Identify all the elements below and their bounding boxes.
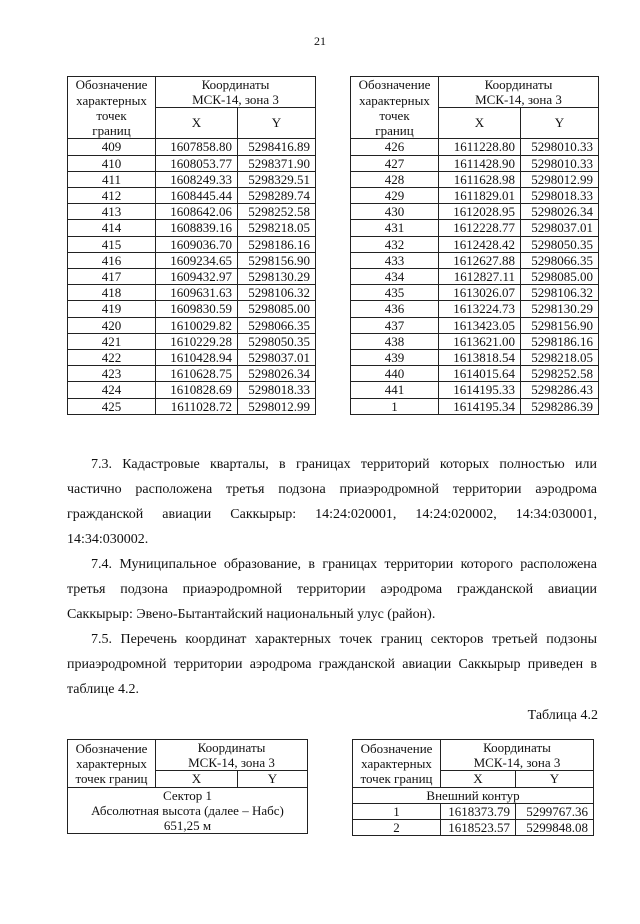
table-row: [351, 220, 599, 236]
point-number: 440: [351, 366, 439, 382]
coord-y: 5298416.89: [238, 139, 316, 155]
table-caption: Таблица 4.2: [527, 708, 598, 723]
table-row: [351, 236, 599, 252]
coord-y: 5298286.39: [521, 398, 599, 414]
point-number: 411: [68, 171, 156, 187]
coord-y: 5299767.36: [516, 803, 594, 819]
coord-x: 1612028.95: [439, 204, 521, 220]
coord-y: 5298106.32: [521, 285, 599, 301]
coord-x: 1613423.05: [439, 317, 521, 333]
coord-x: 1614015.64: [439, 366, 521, 382]
coord-y: 5298026.34: [521, 204, 599, 220]
header-x: X: [156, 108, 238, 139]
coord-x: 1612428.42: [439, 236, 521, 252]
coord-y: 5298130.29: [238, 269, 316, 285]
coord-x: 1611428.90: [439, 155, 521, 171]
table-row: [68, 204, 316, 220]
coord-x: 1613621.00: [439, 333, 521, 349]
table-row: [68, 382, 316, 398]
table-row: [353, 803, 594, 819]
table-row: [68, 333, 316, 349]
coord-x: 1609631.63: [156, 285, 238, 301]
coord-x: 1608642.06: [156, 204, 238, 220]
coord-y: 5298289.74: [238, 188, 316, 204]
header-coordinates: Координаты МСК-14, зона 3: [156, 77, 316, 108]
table-row: [351, 171, 599, 187]
point-number: 410: [68, 155, 156, 171]
table-row: [68, 188, 316, 204]
coord-y: 5299848.08: [516, 820, 594, 836]
coord-x: 1608839.16: [156, 220, 238, 236]
table-row: [68, 269, 316, 285]
sector-table-right: [352, 739, 594, 836]
header-y: Y: [238, 108, 316, 139]
coord-y: 5298010.33: [521, 139, 599, 155]
point-number: 429: [351, 188, 439, 204]
coord-x: 1608053.77: [156, 155, 238, 171]
coord-y: 5298218.05: [238, 220, 316, 236]
coord-x: 1609432.97: [156, 269, 238, 285]
coord-y: 5298252.58: [238, 204, 316, 220]
table-row: [353, 820, 594, 836]
coord-y: 5298018.33: [521, 188, 599, 204]
coord-x: 1612627.88: [439, 252, 521, 268]
coord-y: 5298156.90: [521, 317, 599, 333]
coord-y: 5298010.33: [521, 155, 599, 171]
table-row: [68, 252, 316, 268]
coord-y: 5298371.90: [238, 155, 316, 171]
coord-x: 1608249.33: [156, 171, 238, 187]
point-number: 413: [68, 204, 156, 220]
coord-x: 1613818.54: [439, 350, 521, 366]
coord-x: 1613224.73: [439, 301, 521, 317]
coord-x: 1607858.80: [156, 139, 238, 155]
paragraph-7-5: 7.5. Перечень координат характерных точек границ секторов третьей подзоны приаэродромной территории аэродрома гражданской авиации Саккырыр приведен в таблице 4.2.: [67, 632, 597, 697]
coord-x: 1609830.59: [156, 301, 238, 317]
coord-y: 5298218.05: [521, 350, 599, 366]
point-number: 2: [353, 820, 441, 836]
coord-x: 1609234.65: [156, 252, 238, 268]
paragraph-7-4: 7.4. Муниципальное образование, в границах территории которого расположена третья подзона приаэродромной территории аэродрома гражданской авиации Саккырыр: Эвено-Бытантайский национальный улус (район).: [67, 557, 597, 622]
table-row: [351, 301, 599, 317]
coord-x: 1612228.77: [439, 220, 521, 236]
table-body-outer-contour: [353, 787, 594, 836]
point-number: 433: [351, 252, 439, 268]
point-number: 427: [351, 155, 439, 171]
table-body-left: [68, 139, 316, 414]
table-row: [68, 155, 316, 171]
header-coordinates: Координаты МСК-14, зона 3: [156, 740, 308, 771]
header-y: Y: [521, 108, 599, 139]
point-number: 436: [351, 301, 439, 317]
coord-x: 1614195.34: [439, 398, 521, 414]
coord-y: 5298012.99: [238, 398, 316, 414]
table-row: [68, 285, 316, 301]
point-number: 431: [351, 220, 439, 236]
header-y: Y: [238, 771, 308, 787]
table-row: [68, 171, 316, 187]
header-point-designation: Обозначение характерных точек границ: [68, 77, 156, 139]
table-row: [351, 398, 599, 414]
table-row: [351, 333, 599, 349]
coord-y: 5298012.99: [521, 171, 599, 187]
table-row: [68, 301, 316, 317]
point-number: 415: [68, 236, 156, 252]
coord-x: 1610828.69: [156, 382, 238, 398]
point-number: 416: [68, 252, 156, 268]
coordinates-table-left: [67, 76, 316, 415]
point-number: 1: [353, 803, 441, 819]
coord-x: 1611628.98: [439, 171, 521, 187]
point-number: 434: [351, 269, 439, 285]
table-row: [68, 366, 316, 382]
coord-x: 1610628.75: [156, 366, 238, 382]
coord-x: 1609036.70: [156, 236, 238, 252]
table-row: [351, 139, 599, 155]
header-x: X: [441, 771, 516, 787]
point-number: 421: [68, 333, 156, 349]
table-row: [68, 350, 316, 366]
table-row: [351, 285, 599, 301]
point-number: 425: [68, 398, 156, 414]
table-row: [68, 220, 316, 236]
coord-y: 5298026.34: [238, 366, 316, 382]
header-x: X: [439, 108, 521, 139]
header-point-designation: Обозначение характерных точек границ: [68, 740, 156, 788]
header-point-designation: Обозначение характерных точек границ: [353, 740, 441, 788]
coord-y: 5298066.35: [238, 317, 316, 333]
point-number: 1: [351, 398, 439, 414]
point-number: 438: [351, 333, 439, 349]
coord-y: 5298050.35: [521, 236, 599, 252]
coord-y: 5298085.00: [238, 301, 316, 317]
table-row: [68, 398, 316, 414]
point-number: 420: [68, 317, 156, 333]
point-number: 435: [351, 285, 439, 301]
coord-x: 1611028.72: [156, 398, 238, 414]
coord-y: 5298106.32: [238, 285, 316, 301]
point-number: 426: [351, 139, 439, 155]
table-row: [351, 252, 599, 268]
table-row: [351, 188, 599, 204]
coord-y: 5298186.16: [238, 236, 316, 252]
point-number: 432: [351, 236, 439, 252]
section-header: Внешний контур: [353, 787, 594, 803]
point-number: 424: [68, 382, 156, 398]
point-number: 439: [351, 350, 439, 366]
coord-x: 1611228.80: [439, 139, 521, 155]
header-x: X: [156, 771, 238, 787]
header-coordinates: Координаты МСК-14, зона 3: [439, 77, 599, 108]
paragraph-7-3: 7.3. Кадастровые кварталы, в границах территорий которых полностью или частично расположена третья подзона приаэродромной территории аэродрома гражданской авиации Саккырыр: 14:24:020001, 14:24:020002, 14:34:030001, 14:34:030002.: [67, 457, 597, 547]
coord-x: 1613026.07: [439, 285, 521, 301]
coord-x: 1618523.57: [441, 820, 516, 836]
table-row: [351, 269, 599, 285]
page-number: 21: [314, 34, 326, 48]
table-row: [68, 139, 316, 155]
point-number: 430: [351, 204, 439, 220]
coord-y: 5298130.29: [521, 301, 599, 317]
coord-x: 1610428.94: [156, 350, 238, 366]
coord-y: 5298050.35: [238, 333, 316, 349]
coord-y: 5298156.90: [238, 252, 316, 268]
coord-x: 1608445.44: [156, 188, 238, 204]
point-number: 423: [68, 366, 156, 382]
point-number: 414: [68, 220, 156, 236]
coord-y: 5298066.35: [521, 252, 599, 268]
table-row: [351, 366, 599, 382]
coord-y: 5298329.51: [238, 171, 316, 187]
table-row: [68, 317, 316, 333]
point-number: 437: [351, 317, 439, 333]
coord-y: 5298252.58: [521, 366, 599, 382]
header-point-designation: Обозначение характерных точек границ: [351, 77, 439, 139]
table-body-right: [351, 139, 599, 414]
point-number: 422: [68, 350, 156, 366]
point-number: 409: [68, 139, 156, 155]
point-number: 419: [68, 301, 156, 317]
point-number: 428: [351, 171, 439, 187]
coord-x: 1611829.01: [439, 188, 521, 204]
coord-x: 1610029.82: [156, 317, 238, 333]
coord-y: 5298018.33: [238, 382, 316, 398]
table-row: [68, 236, 316, 252]
point-number: 417: [68, 269, 156, 285]
header-y: Y: [516, 771, 594, 787]
point-number: 441: [351, 382, 439, 398]
sector-description: Сектор 1 Абсолютная высота (далее – Набс) 651,25 м: [68, 787, 308, 834]
header-coordinates: Координаты МСК-14, зона 3: [441, 740, 594, 771]
point-number: 412: [68, 188, 156, 204]
coord-y: 5298186.16: [521, 333, 599, 349]
coord-y: 5298085.00: [521, 269, 599, 285]
coord-x: 1618373.79: [441, 803, 516, 819]
coord-y: 5298037.01: [521, 220, 599, 236]
coord-y: 5298037.01: [238, 350, 316, 366]
table-row: [351, 155, 599, 171]
point-number: 418: [68, 285, 156, 301]
table-row: [351, 317, 599, 333]
table-row: [351, 204, 599, 220]
coordinates-table-right: [350, 76, 599, 415]
coord-x: 1614195.33: [439, 382, 521, 398]
coord-x: 1612827.11: [439, 269, 521, 285]
sector-table-left: [67, 739, 308, 834]
table-row: [351, 350, 599, 366]
coord-x: 1610229.28: [156, 333, 238, 349]
table-row: [351, 382, 599, 398]
coord-y: 5298286.43: [521, 382, 599, 398]
